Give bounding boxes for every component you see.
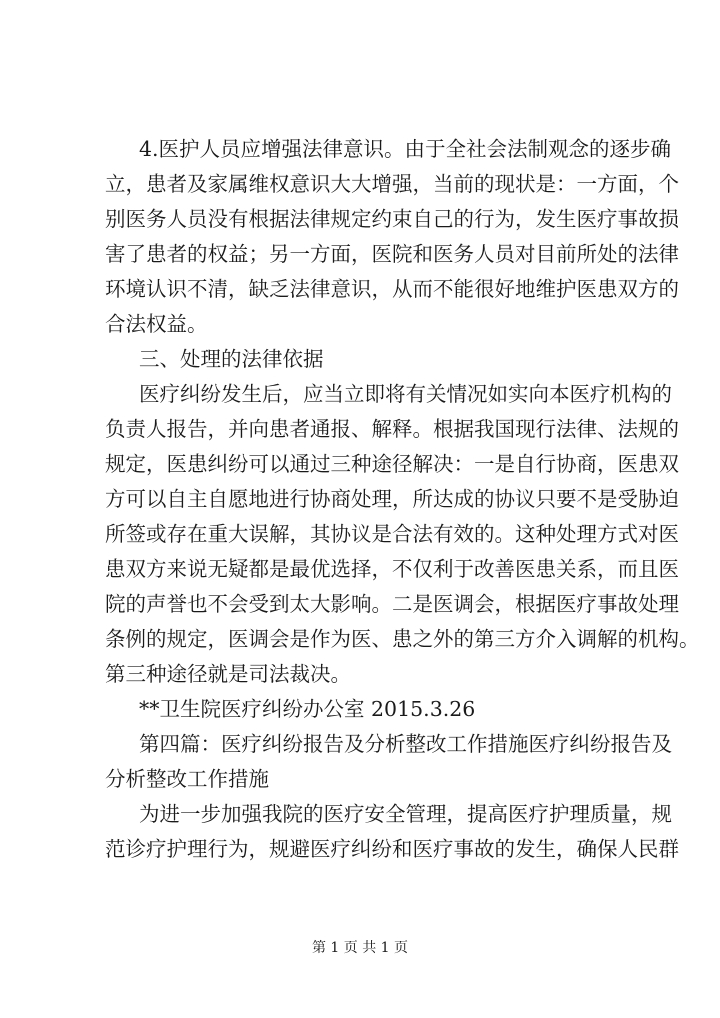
text-line: 负责人报告，并向患者通报、解释。根据我国现行法律、法规的 xyxy=(105,417,679,441)
text-line: 医疗纠纷发生后，应当立即将有关情况如实向本医疗机构的 xyxy=(139,382,672,406)
text-line: 三、处理的法律依据 xyxy=(139,347,324,371)
text-line: 为进一步加强我院的医疗安全管理，提高医疗护理质量，规 xyxy=(139,802,672,826)
text-line: 害了患者的权益；另一方面，医院和医务人员对目前所处的法律 xyxy=(105,242,679,266)
text-line: 环境认识不清，缺乏法律意识，从而不能很好地维护医患双方的 xyxy=(105,277,679,301)
document-body xyxy=(105,132,700,867)
text-line: 第四篇：医疗纠纷报告及分析整改工作措施医疗纠纷报告及 xyxy=(139,732,672,756)
text-line: 所签或存在重大误解，其协议是合法有效的。这种处理方式对医 xyxy=(105,522,679,546)
text-line: 院的声誉也不会受到太大影响。二是医调会，根据医疗事故处理 xyxy=(105,592,679,616)
text-line: 4.医护人员应增强法律意识。由于全社会法制观念的逐步确 xyxy=(139,137,672,161)
page-footer: 第 1 页 共 1 页 xyxy=(311,940,409,956)
text-line: **卫生院医疗纠纷办公室 2015.3.26 xyxy=(139,697,476,721)
text-line: 立，患者及家属维权意识大大增强，当前的现状是：一方面，个 xyxy=(105,172,679,196)
text-line: 条例的规定，医调会是作为医、患之外的第三方介入调解的机构。 xyxy=(105,627,700,651)
text-line: 患双方来说无疑都是最优选择，不仅利于改善医患关系，而且医 xyxy=(105,557,679,581)
text-line: 分析整改工作措施 xyxy=(105,767,269,791)
text-line: 别医务人员没有根据法律规定约束自己的行为，发生医疗事故损 xyxy=(105,207,679,231)
text-line: 规定，医患纠纷可以通过三种途径解决：一是自行协商，医患双 xyxy=(105,452,679,476)
text-line: 方可以自主自愿地进行协商处理，所达成的协议只要不是受胁迫 xyxy=(105,487,679,511)
text-line: 范诊疗护理行为，规避医疗纠纷和医疗事故的发生，确保人民群 xyxy=(105,837,679,861)
text-line: 第三种途径就是司法裁决。 xyxy=(105,662,351,686)
text-line: 合法权益。 xyxy=(105,312,208,336)
